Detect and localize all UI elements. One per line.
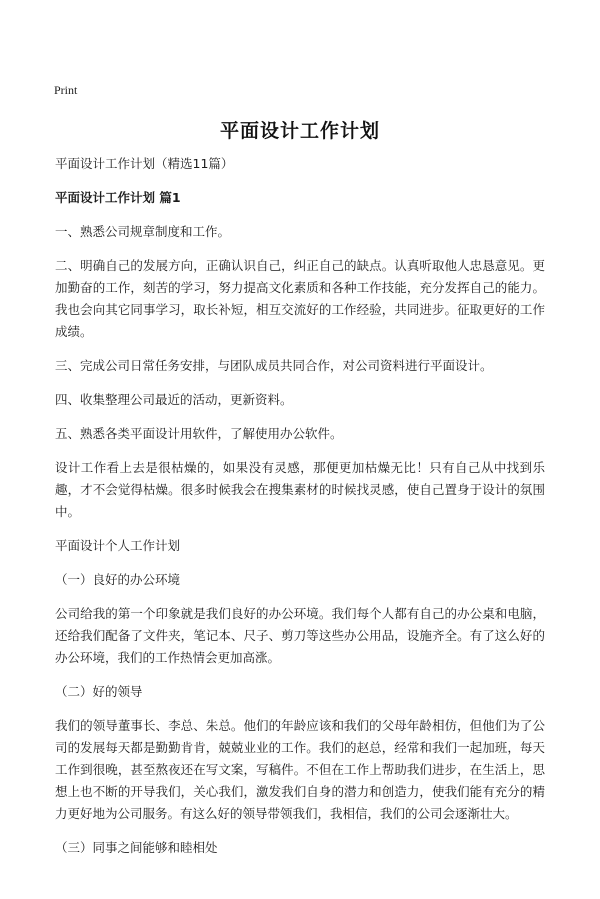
colleagues-heading: （三）同事之间能够和睦相处 [55,840,218,855]
personal-plan-heading: 平面设计个人工作计划 [55,538,181,553]
plan-item-2: 二、明确自己的发展方向，正确认识自己，纠正自己的缺点。认真听取他人忠恳意见。更加勤奋的工作，刻苦的学习，努力提高文化素质和各种工作技能，充分发挥自己的能力。我也会向其它同事学习，取长补短，相互交流好的工作经验，共同进步。征取更好的工作成绩。 [55,258,545,339]
plan-item-5: 五、熟悉各类平面设计用软件，了解使用办公软件。 [55,426,343,441]
page-title: 平面设计工作计划 [219,120,380,142]
document-body [55,153,545,871]
environment-heading: （一）良好的办公环境 [55,572,181,587]
plan-item-1: 一、熟悉公司规章制度和工作。 [55,224,231,239]
reflection-paragraph: 设计工作看上去是很枯燥的，如果没有灵感，那便更加枯燥无比！只有自己从中找到乐趣，才不会觉得枯燥。很多时候我会在搜集素材的时候找灵感，使自己置身于设计的氛围中。 [55,460,545,519]
print-label: Print [54,83,78,97]
plan-item-4: 四、收集整理公司最近的活动，更新资料。 [55,392,293,407]
leadership-paragraph: 我们的领导董事长、李总、朱总。他们的年龄应该和我们的父母年龄相仿，但他们为了公司的发展每天都是勤勤肯肯，兢兢业业的工作。我们的赵总，经常和我们一起加班，每天工作到很晚，甚至熬夜还在写文案，写稿件。不但在工作上帮助我们进步，在生活上，思想上也不断的开导我们，关心我们，激发我们自身的潜力和创造力，使我们能有充分的精力更好地为公司服务。有这么好的领导带领我们，我相信，我们的公司会逐渐壮大。 [55,718,545,821]
document-subtitle: 平面设计工作计划（精选11篇） [55,156,234,171]
leadership-heading: （二）好的领导 [55,684,143,699]
plan-item-3: 三、完成公司日常任务安排，与团队成员共同合作，对公司资料进行平面设计。 [55,358,493,373]
section-heading: 平面设计工作计划 篇1 [55,190,181,205]
environment-paragraph: 公司给我的第一个印象就是我们良好的办公环境。我们每个人都有自己的办公桌和电脑，还给我们配备了文件夹，笔记本、尺子、剪刀等这些办公用品，设施齐全。有了这么好的办公环境，我们的工作热情会更加高涨。 [55,606,545,665]
